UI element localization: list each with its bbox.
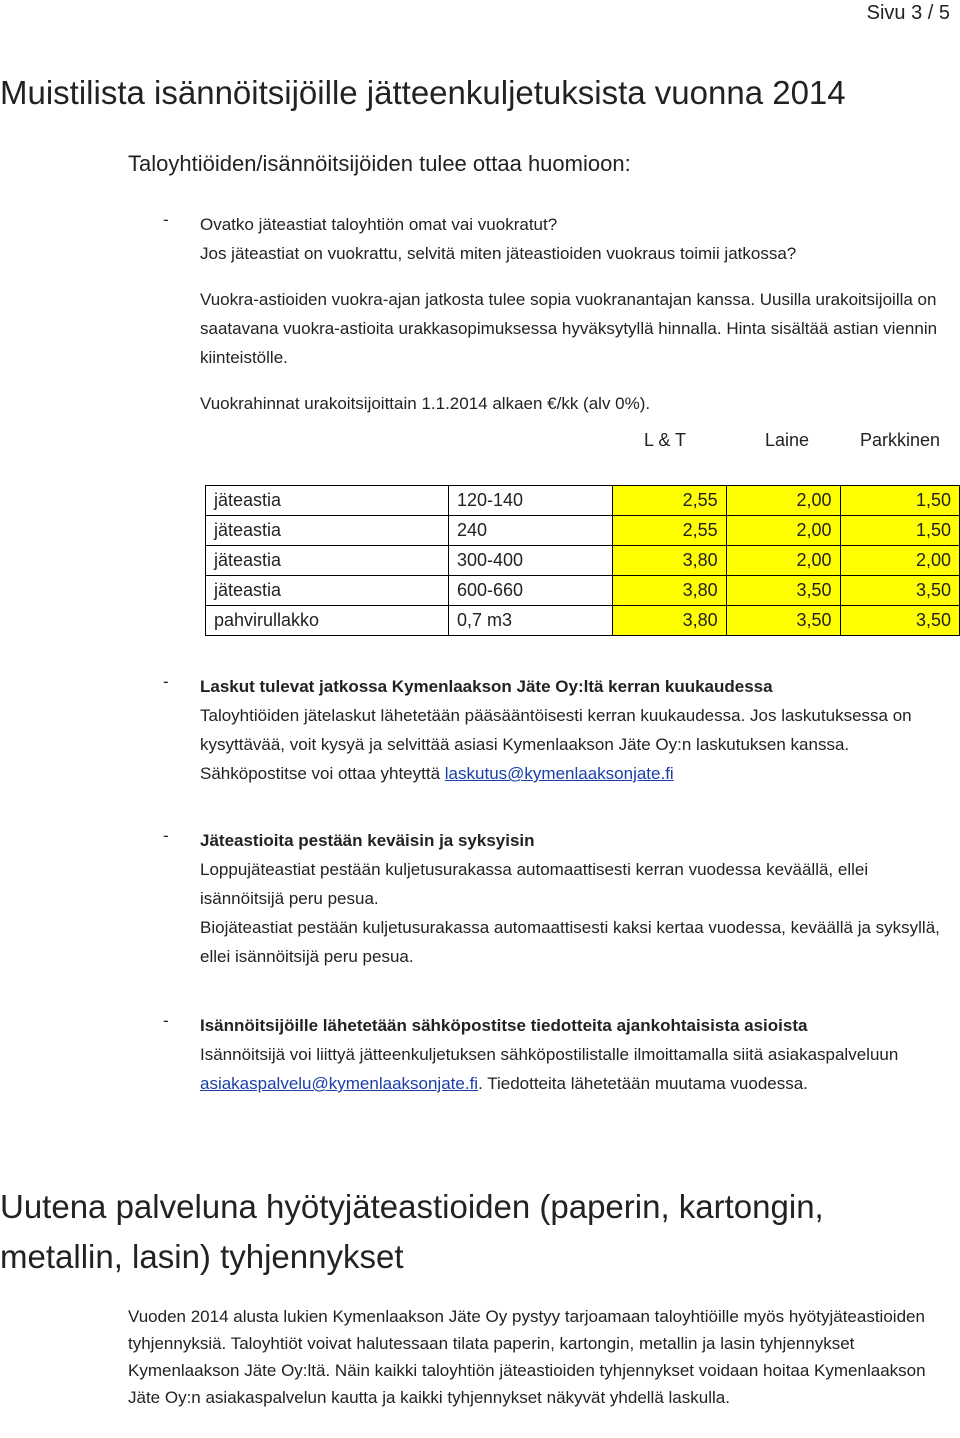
prices-intro: Vuokrahinnat urakoitsijoittain 1.1.2014 alkaen €/kk (alv 0%). <box>200 394 651 413</box>
text-paragraph: Loppujäteastiat pestään kuljetusurakassa automaattisesti kerran vuodessa keväällä, ellei isännöitsijä peru pesua. <box>200 860 869 908</box>
cell-price-laine: 3,50 <box>726 606 840 636</box>
section-billing <box>200 672 940 788</box>
newsletter-text: Isännöitsijä voi liittyä jätteenkuljetuksen sähköpostilistalle ilmoittamalla siitä asiakaspalveluun <box>200 1045 899 1064</box>
table-row <box>206 576 960 606</box>
cell-price-lt: 3,80 <box>612 576 726 606</box>
page-title: Muistilista isännöitsijöille jätteenkuljetuksista vuonna 2014 <box>0 74 846 111</box>
billing-text: Taloyhtiöiden jätelaskut lähetetään pääsääntöisesti kerran kuukaudessa. Jos laskutuksessa on kysyttävää, voit kysyä ja selvittää asiasi Kymenlaakson Jäte Oy:n laskutuksen kanssa. Sähköpostitse voi ottaa yhteyttä <box>200 706 912 783</box>
section-heading: Jäteastioita pestään keväisin ja syksyisin <box>200 831 535 850</box>
cell-price-laine: 2,00 <box>726 486 840 516</box>
cell-size: 240 <box>448 516 612 546</box>
cell-item: pahvirullakko <box>206 606 449 636</box>
customer-service-email-link[interactable]: asiakaspalvelu@kymenlaaksonjate.fi <box>200 1074 479 1093</box>
column-header-lt: L & T <box>644 430 687 450</box>
cell-price-laine: 3,50 <box>726 576 840 606</box>
column-header-laine: Laine <box>765 430 810 450</box>
table-row <box>206 606 960 636</box>
section-heading: Ovatko jäteastiat taloyhtiön omat vai vuokratut? <box>200 215 558 234</box>
cell-item: jäteastia <box>206 576 449 606</box>
page-number: Sivu 3 / 5 <box>866 2 950 24</box>
text-paragraph <box>200 1040 940 1098</box>
bullet-dash: - <box>163 1011 169 1030</box>
text-paragraph <box>200 701 940 788</box>
new-service-paragraph: Vuoden 2014 alusta lukien Kymenlaakson Jäte Oy pystyy tarjoamaan taloyhtiöille myös hyötyjäteastioiden tyhjennyksiä. Taloyhtiöt voivat halutessaan tilata paperin, kartongin, metallin ja lasin tyhjennykset Kymenlaakson Jäte Oy:ltä. Näin kaikki taloyhtiön jäteastioiden tyhjennykset voidaan hoitaa Kymenlaakson Jäte Oy:n asiakaspalvelun kautta ja kaikki tyhjennykset näkyvät yhdellä laskulla. <box>128 1307 926 1407</box>
bullet-dash: - <box>163 210 169 229</box>
cell-size: 120-140 <box>448 486 612 516</box>
table-row <box>206 546 960 576</box>
text-paragraph: Vuokra-astioiden vuokra-ajan jatkosta tulee sopia vuokranantajan kanssa. Uusilla urakoitsijoilla on saatavana vuokra-astioita urakkasopimuksessa hyväksytyllä hinnalla. Hinta sisältää astian viennin kiinteistölle. <box>200 290 938 367</box>
cell-item: jäteastia <box>206 546 449 576</box>
price-table <box>205 485 960 636</box>
section-washing <box>200 826 940 971</box>
cell-price-lt: 3,80 <box>612 606 726 636</box>
text-paragraph: Biojäteastiat pestään kuljetusurakassa automaattisesti kaksi kertaa vuodessa, keväällä ja syksyllä, ellei isännöitsijä peru pesua. <box>200 918 940 966</box>
cell-price-parkkinen: 1,50 <box>840 516 959 546</box>
cell-price-lt: 2,55 <box>612 516 726 546</box>
cell-price-laine: 2,00 <box>726 546 840 576</box>
subtitle: Taloyhtiöiden/isännöitsijöiden tulee ottaa huomioon: <box>128 151 631 176</box>
cell-price-parkkinen: 3,50 <box>840 576 959 606</box>
billing-email-link[interactable]: laskutus@kymenlaaksonjate.fi <box>444 764 674 783</box>
newsletter-text-after: . Tiedotteita lähetetään muutama vuodessa. <box>478 1074 808 1093</box>
cell-price-parkkinen: 3,50 <box>840 606 959 636</box>
cell-price-parkkinen: 2,00 <box>840 546 959 576</box>
column-header-parkkinen: Parkkinen <box>860 430 941 450</box>
section-title-new-service: Uutena palveluna hyötyjäteastioiden (paperin, kartongin, metallin, lasin) tyhjennykset <box>0 1188 824 1275</box>
table-row <box>206 516 960 546</box>
section-rental-bins <box>200 210 940 418</box>
section-heading: Laskut tulevat jatkossa Kymenlaakson Jäte Oy:ltä kerran kuukaudessa <box>200 677 773 696</box>
section-newsletters <box>200 1011 940 1098</box>
cell-size: 300-400 <box>448 546 612 576</box>
cell-price-parkkinen: 1,50 <box>840 486 959 516</box>
cell-price-lt: 3,80 <box>612 546 726 576</box>
cell-item: jäteastia <box>206 516 449 546</box>
cell-size: 0,7 m3 <box>448 606 612 636</box>
cell-price-lt: 2,55 <box>612 486 726 516</box>
table-row <box>206 486 960 516</box>
cell-size: 600-660 <box>448 576 612 606</box>
bullet-dash: - <box>163 672 169 691</box>
cell-item: jäteastia <box>206 486 449 516</box>
bullet-dash: - <box>163 826 169 845</box>
text-line: Jos jäteastiat on vuokrattu, selvitä miten jäteastioiden vuokraus toimii jatkossa? <box>200 244 797 263</box>
section-heading: Isännöitsijöille lähetetään sähköpostitse tiedotteita ajankohtaisista asioista <box>200 1016 808 1035</box>
cell-price-laine: 2,00 <box>726 516 840 546</box>
